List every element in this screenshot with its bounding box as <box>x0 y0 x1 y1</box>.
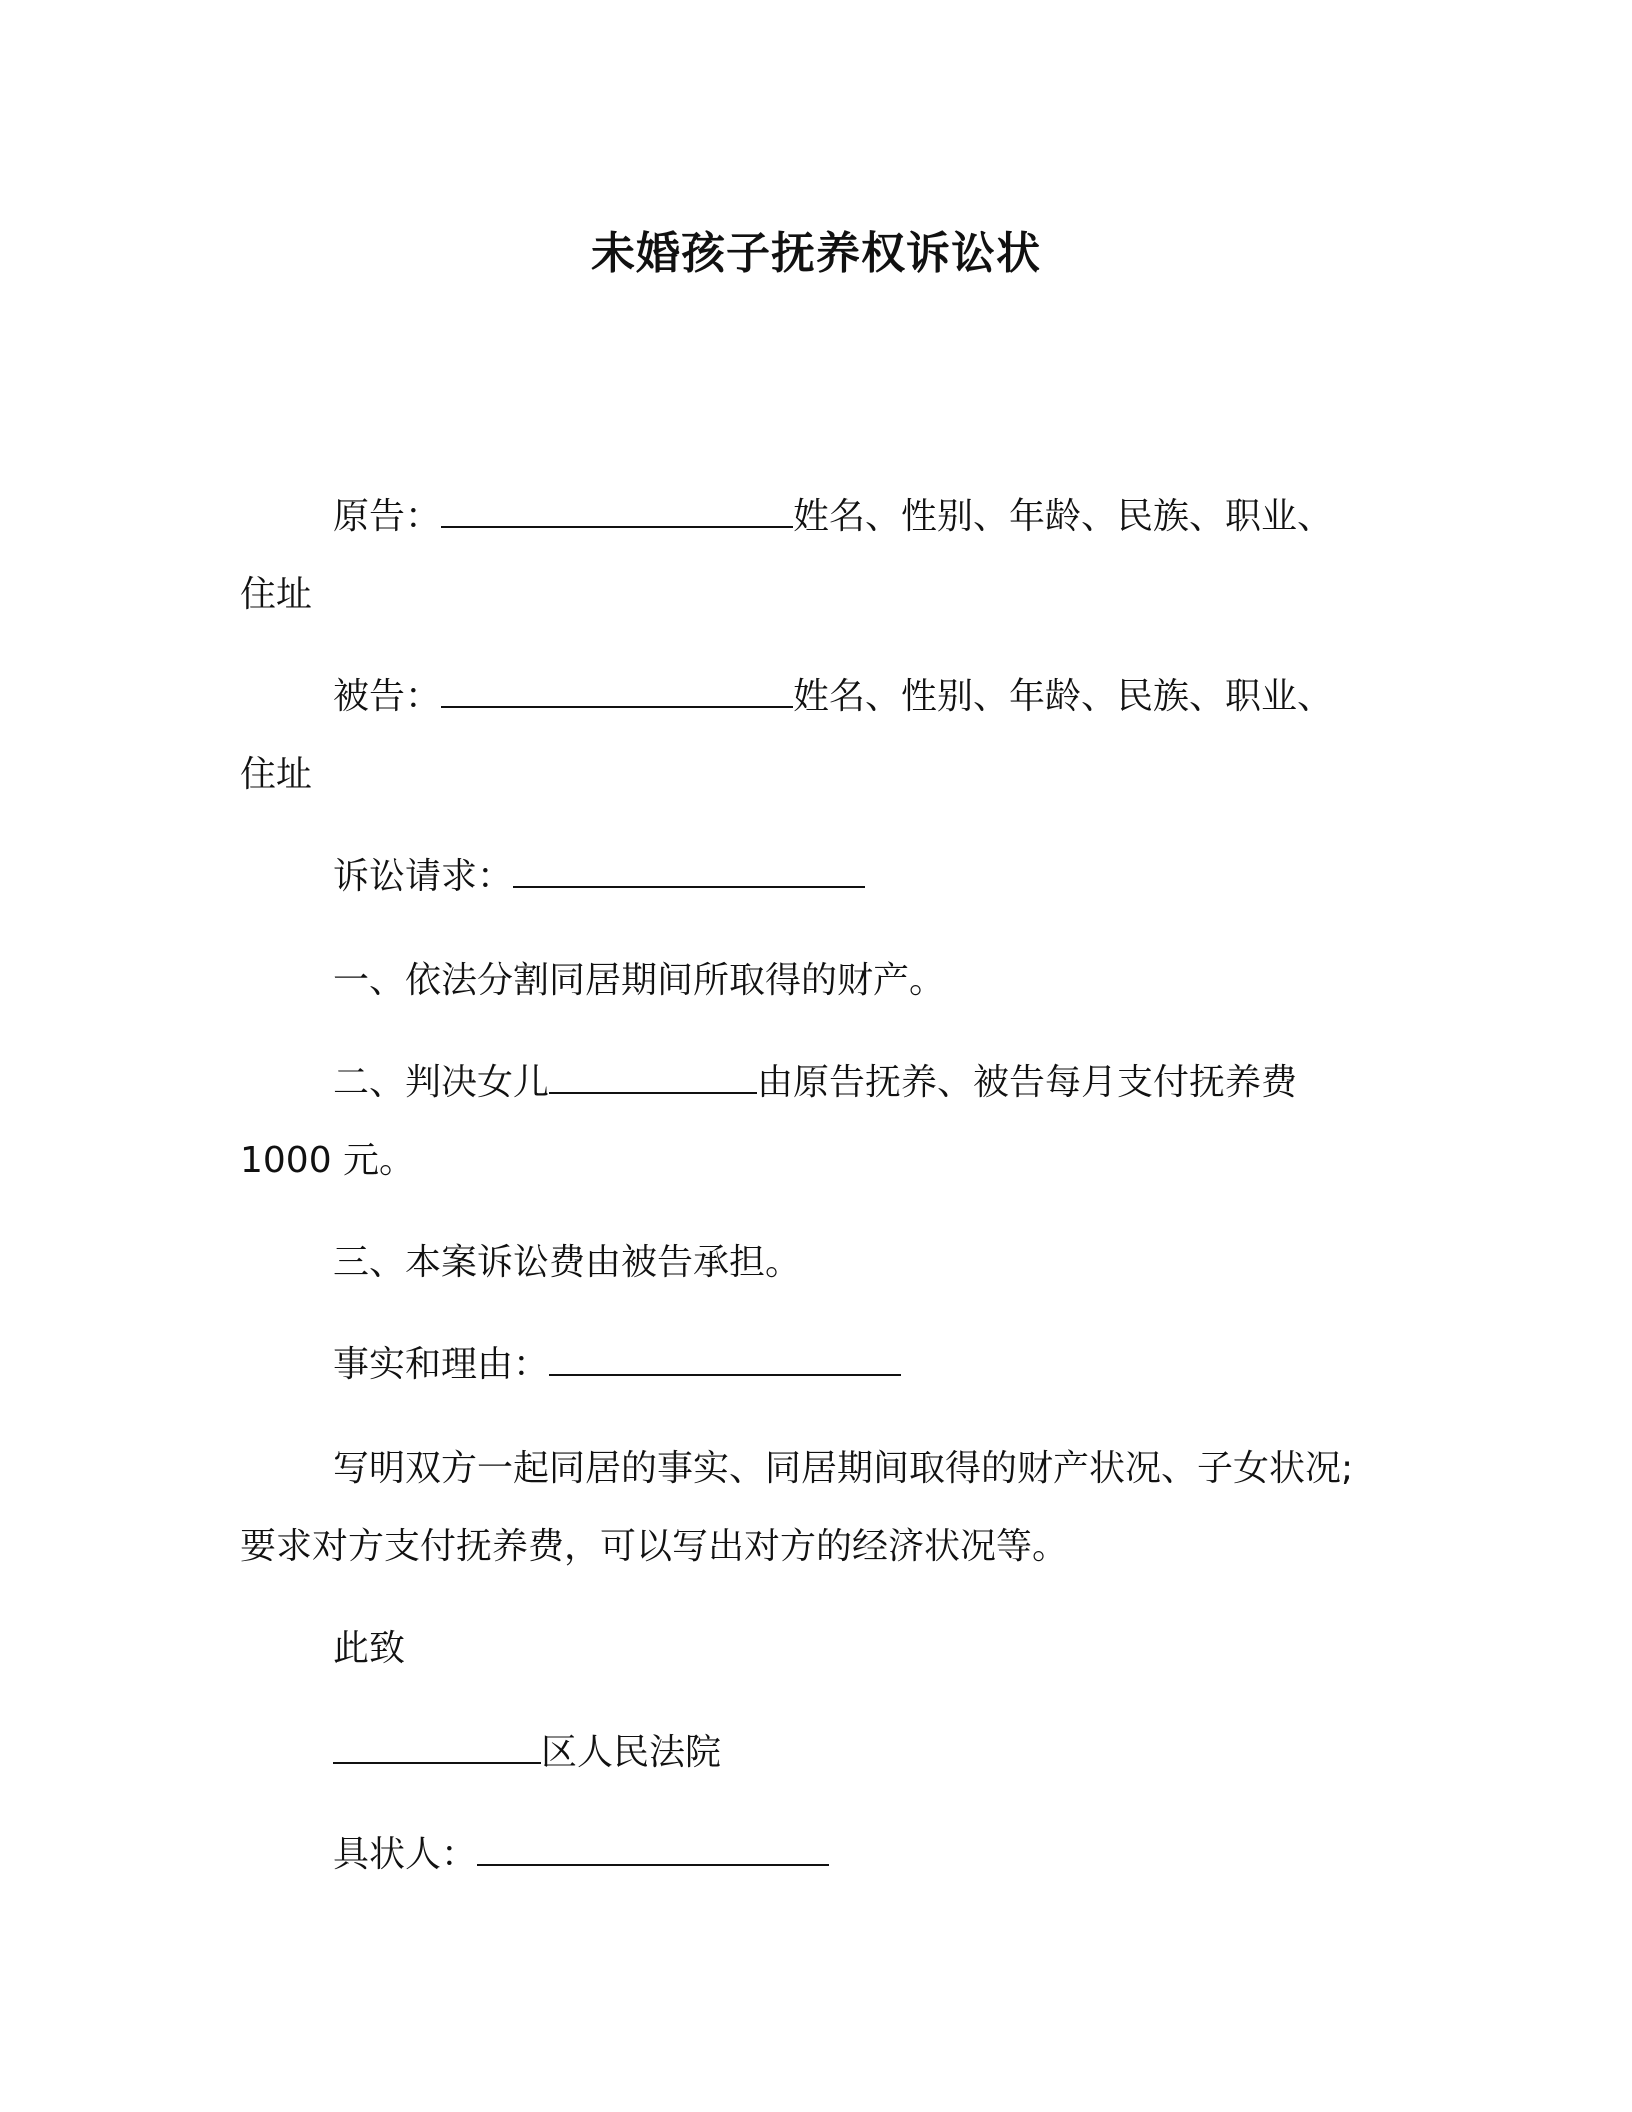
claims-heading-line <box>333 852 865 902</box>
plaintiff-blank[interactable] <box>441 492 793 528</box>
claim-3: 三、本案诉讼费由被告承担。 <box>333 1242 802 1283</box>
court-suffix: 区人民法院 <box>541 1732 722 1773</box>
claim-2-continuation: 1000 元。 <box>240 1140 416 1181</box>
claims-label: 诉讼请求： <box>333 856 514 897</box>
defendant-blank[interactable] <box>441 672 793 708</box>
facts-text-line-1: 写明双方一起同居的事实、同居期间取得的财产状况、子女状况; <box>333 1448 1354 1489</box>
signer-label: 具状人： <box>333 1834 478 1875</box>
signer-blank[interactable] <box>477 1830 829 1866</box>
plaintiff-label: 原告： <box>333 496 442 537</box>
facts-heading-line <box>333 1340 901 1390</box>
signer-line <box>333 1830 829 1880</box>
facts-text-line-2: 要求对方支付抚养费，可以写出对方的经济状况等。 <box>240 1526 1069 1567</box>
plaintiff-address-line: 住址 <box>240 574 313 615</box>
defendant-fields: 姓名、性别、年龄、民族、职业、 <box>793 676 1334 717</box>
facts-label: 事实和理由： <box>333 1344 550 1385</box>
facts-blank[interactable] <box>549 1340 901 1376</box>
document-title: 未婚孩子抚养权诉讼状 <box>591 228 1041 279</box>
claims-blank[interactable] <box>513 852 865 888</box>
defendant-line <box>333 672 1333 722</box>
claim-2-line <box>333 1058 1297 1108</box>
claim-2-suffix: 由原告抚养、被告每月支付抚养费 <box>757 1062 1298 1103</box>
daughter-name-blank[interactable] <box>549 1058 757 1094</box>
salutation: 此致 <box>333 1628 406 1669</box>
plaintiff-line <box>333 492 1333 542</box>
claim-1: 一、依法分割同居期间所取得的财产。 <box>333 960 946 1001</box>
plaintiff-fields: 姓名、性别、年龄、民族、职业、 <box>793 496 1334 537</box>
court-name-blank[interactable] <box>333 1728 541 1764</box>
defendant-label: 被告： <box>333 676 442 717</box>
claim-2-prefix: 二、判决女儿 <box>333 1062 550 1103</box>
court-line <box>333 1728 721 1778</box>
defendant-address-line: 住址 <box>240 754 313 795</box>
